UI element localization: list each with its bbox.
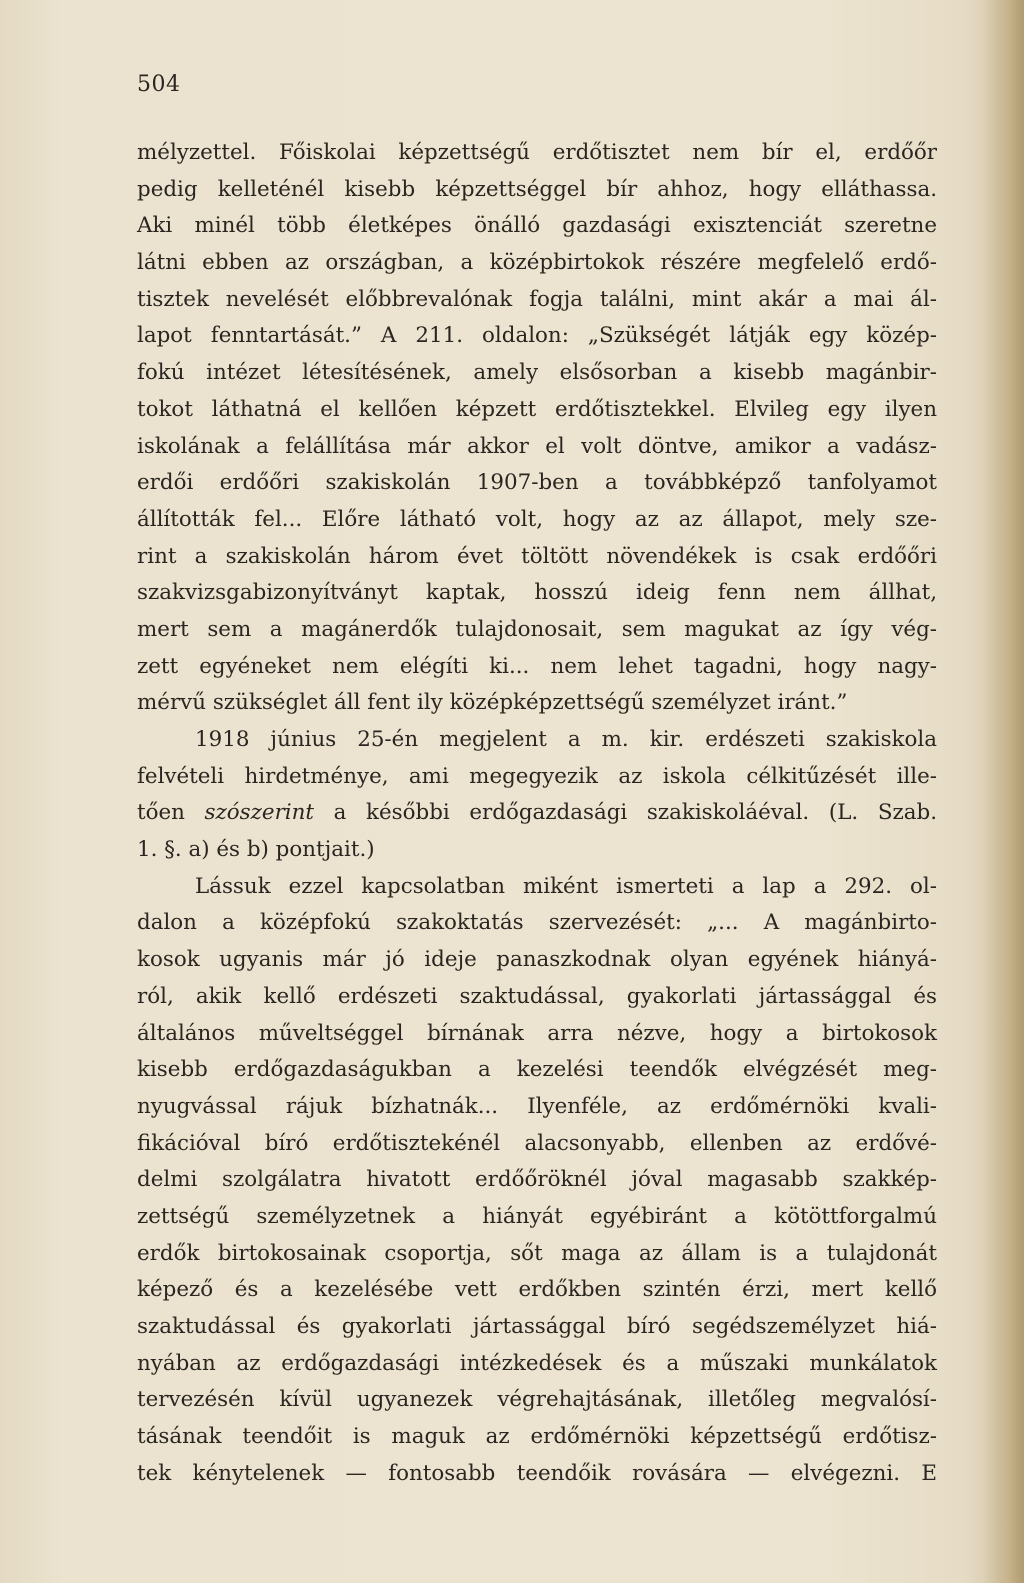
text-line: fikációval bíró erdőtisztekénél alacsonyabb, ellenben az erdővé- bbox=[137, 1130, 937, 1156]
text-line: kisebb erdőgazdaságukban a kezelési teendők elvégzését meg- bbox=[137, 1057, 937, 1083]
text-line: delmi szolgálatra hivatott erdőőröknél jóval magasabb szakkép- bbox=[137, 1167, 937, 1193]
text-line: zettségű személyzetnek a hiányát egyébiránt a kötöttforgalmú bbox=[137, 1203, 937, 1229]
text-line: tásának teendőit is maguk az erdőmérnöki képzettségű erdőtisz- bbox=[137, 1424, 937, 1450]
text-line: 1918 június 25-én megjelent a m. kir. erdészeti szakiskola bbox=[195, 727, 937, 752]
text-line: mérvű szükséglet áll fent ily középképzettségű személyzet iránt.” bbox=[137, 690, 848, 716]
text-line: dalon a középfokú szakoktatás szervezését: „... A magánbirto- bbox=[137, 910, 937, 936]
text-line: mert sem a magánerdők tulajdonosait, sem magukat az így vég- bbox=[137, 616, 937, 642]
text-line: általános műveltséggel bírnának arra nézve, hogy a birtokosok bbox=[137, 1020, 937, 1046]
text-line: nyában az erdőgazdasági intézkedések és a műszaki munkálatok bbox=[137, 1350, 937, 1376]
text-line-with-italic bbox=[137, 795, 937, 832]
text-segment: tően bbox=[137, 800, 205, 826]
text-line: zett egyéneket nem elégíti ki... nem lehet tagadni, hogy nagy- bbox=[137, 653, 937, 679]
text-line: szaktudással és gyakorlati jártassággal bíró segédszemélyzet hiá- bbox=[137, 1314, 937, 1339]
text-line: felvételi hirdetménye, ami megegyezik az iskola célkitűzését ille- bbox=[137, 763, 937, 789]
text-line: kosok ugyanis már jó ideje panaszkodnak olyan egyének hiányá- bbox=[137, 947, 937, 973]
page-number: 504 bbox=[137, 72, 181, 97]
text-line: fokú intézet létesítésének, amely elsősorban a kisebb magánbir- bbox=[137, 360, 937, 386]
text-line: tervezésén kívül ugyanezek végrehajtásának, illetőleg megvalósí- bbox=[137, 1387, 937, 1413]
text-segment: a későbbi erdőgazdasági szakiskoláéval. (L. Szab. bbox=[314, 800, 937, 826]
text-line: 1. §. a) és b) pontjait.) bbox=[137, 837, 375, 863]
text-line: Aki minél több életképes önálló gazdasági exisztenciát szeretne bbox=[137, 213, 937, 239]
text-line: iskolának a felállítása már akkor el volt döntve, amikor a vadász- bbox=[137, 433, 937, 459]
text-line: tisztek nevelését előbbrevalónak fogja találni, mint akár a mai ál- bbox=[137, 286, 937, 312]
text-line: képező és a kezelésébe vett erdőkben szintén érzi, mert kellő bbox=[137, 1277, 937, 1303]
body-text bbox=[137, 135, 937, 1492]
text-line: rint a szakiskolán három évet töltött növendékek is csak erdőőri bbox=[137, 543, 937, 569]
text-line: pedig kelleténél kisebb képzettséggel bír ahhoz, hogy elláthassa. bbox=[137, 176, 937, 202]
text-line: tokot láthatná el kellően képzett erdőtisztekkel. Elvileg egy ilyen bbox=[137, 396, 937, 422]
text-line: ról, akik kellő erdészeti szaktudással, gyakorlati jártassággal és bbox=[137, 983, 937, 1009]
paragraph-3 bbox=[137, 869, 937, 1493]
text-line: lapot fenntartását.” A 211. oldalon: „Szükségét látják egy közép- bbox=[137, 323, 937, 349]
text-line: állították fel... Előre látható volt, hogy az az állapot, mely sze- bbox=[137, 506, 937, 532]
text-line: mélyzettel. Főiskolai képzettségű erdőtisztet nem bír el, erdőőr bbox=[137, 140, 937, 165]
text-line: szakvizsgabizonyítványt kaptak, hosszú ideig fenn nem állhat, bbox=[137, 580, 937, 606]
text-line: Lássuk ezzel kapcsolatban miként ismerteti a lap a 292. ol- bbox=[195, 873, 937, 899]
text-line: nyugvással rájuk bízhatnák... Ilyenféle, az erdőmérnöki kvali- bbox=[137, 1093, 937, 1119]
paragraph-1 bbox=[137, 135, 937, 722]
text-line: erdői erdőőri szakiskolán 1907-ben a továbbképző tanfolyamot bbox=[137, 470, 937, 496]
page-edge-shadow bbox=[984, 0, 1024, 1583]
text-line: tek kénytelenek — fontosabb teendőik rovására — elvégezni. E bbox=[137, 1460, 937, 1486]
italic-word: szószerint bbox=[204, 800, 315, 826]
text-line: látni ebben az országban, a középbirtokok részére megfelelő erdő- bbox=[137, 250, 937, 276]
paragraph-2 bbox=[137, 722, 937, 869]
text-line: erdők birtokosainak csoportja, sőt maga az állam is a tulajdonát bbox=[137, 1240, 937, 1266]
